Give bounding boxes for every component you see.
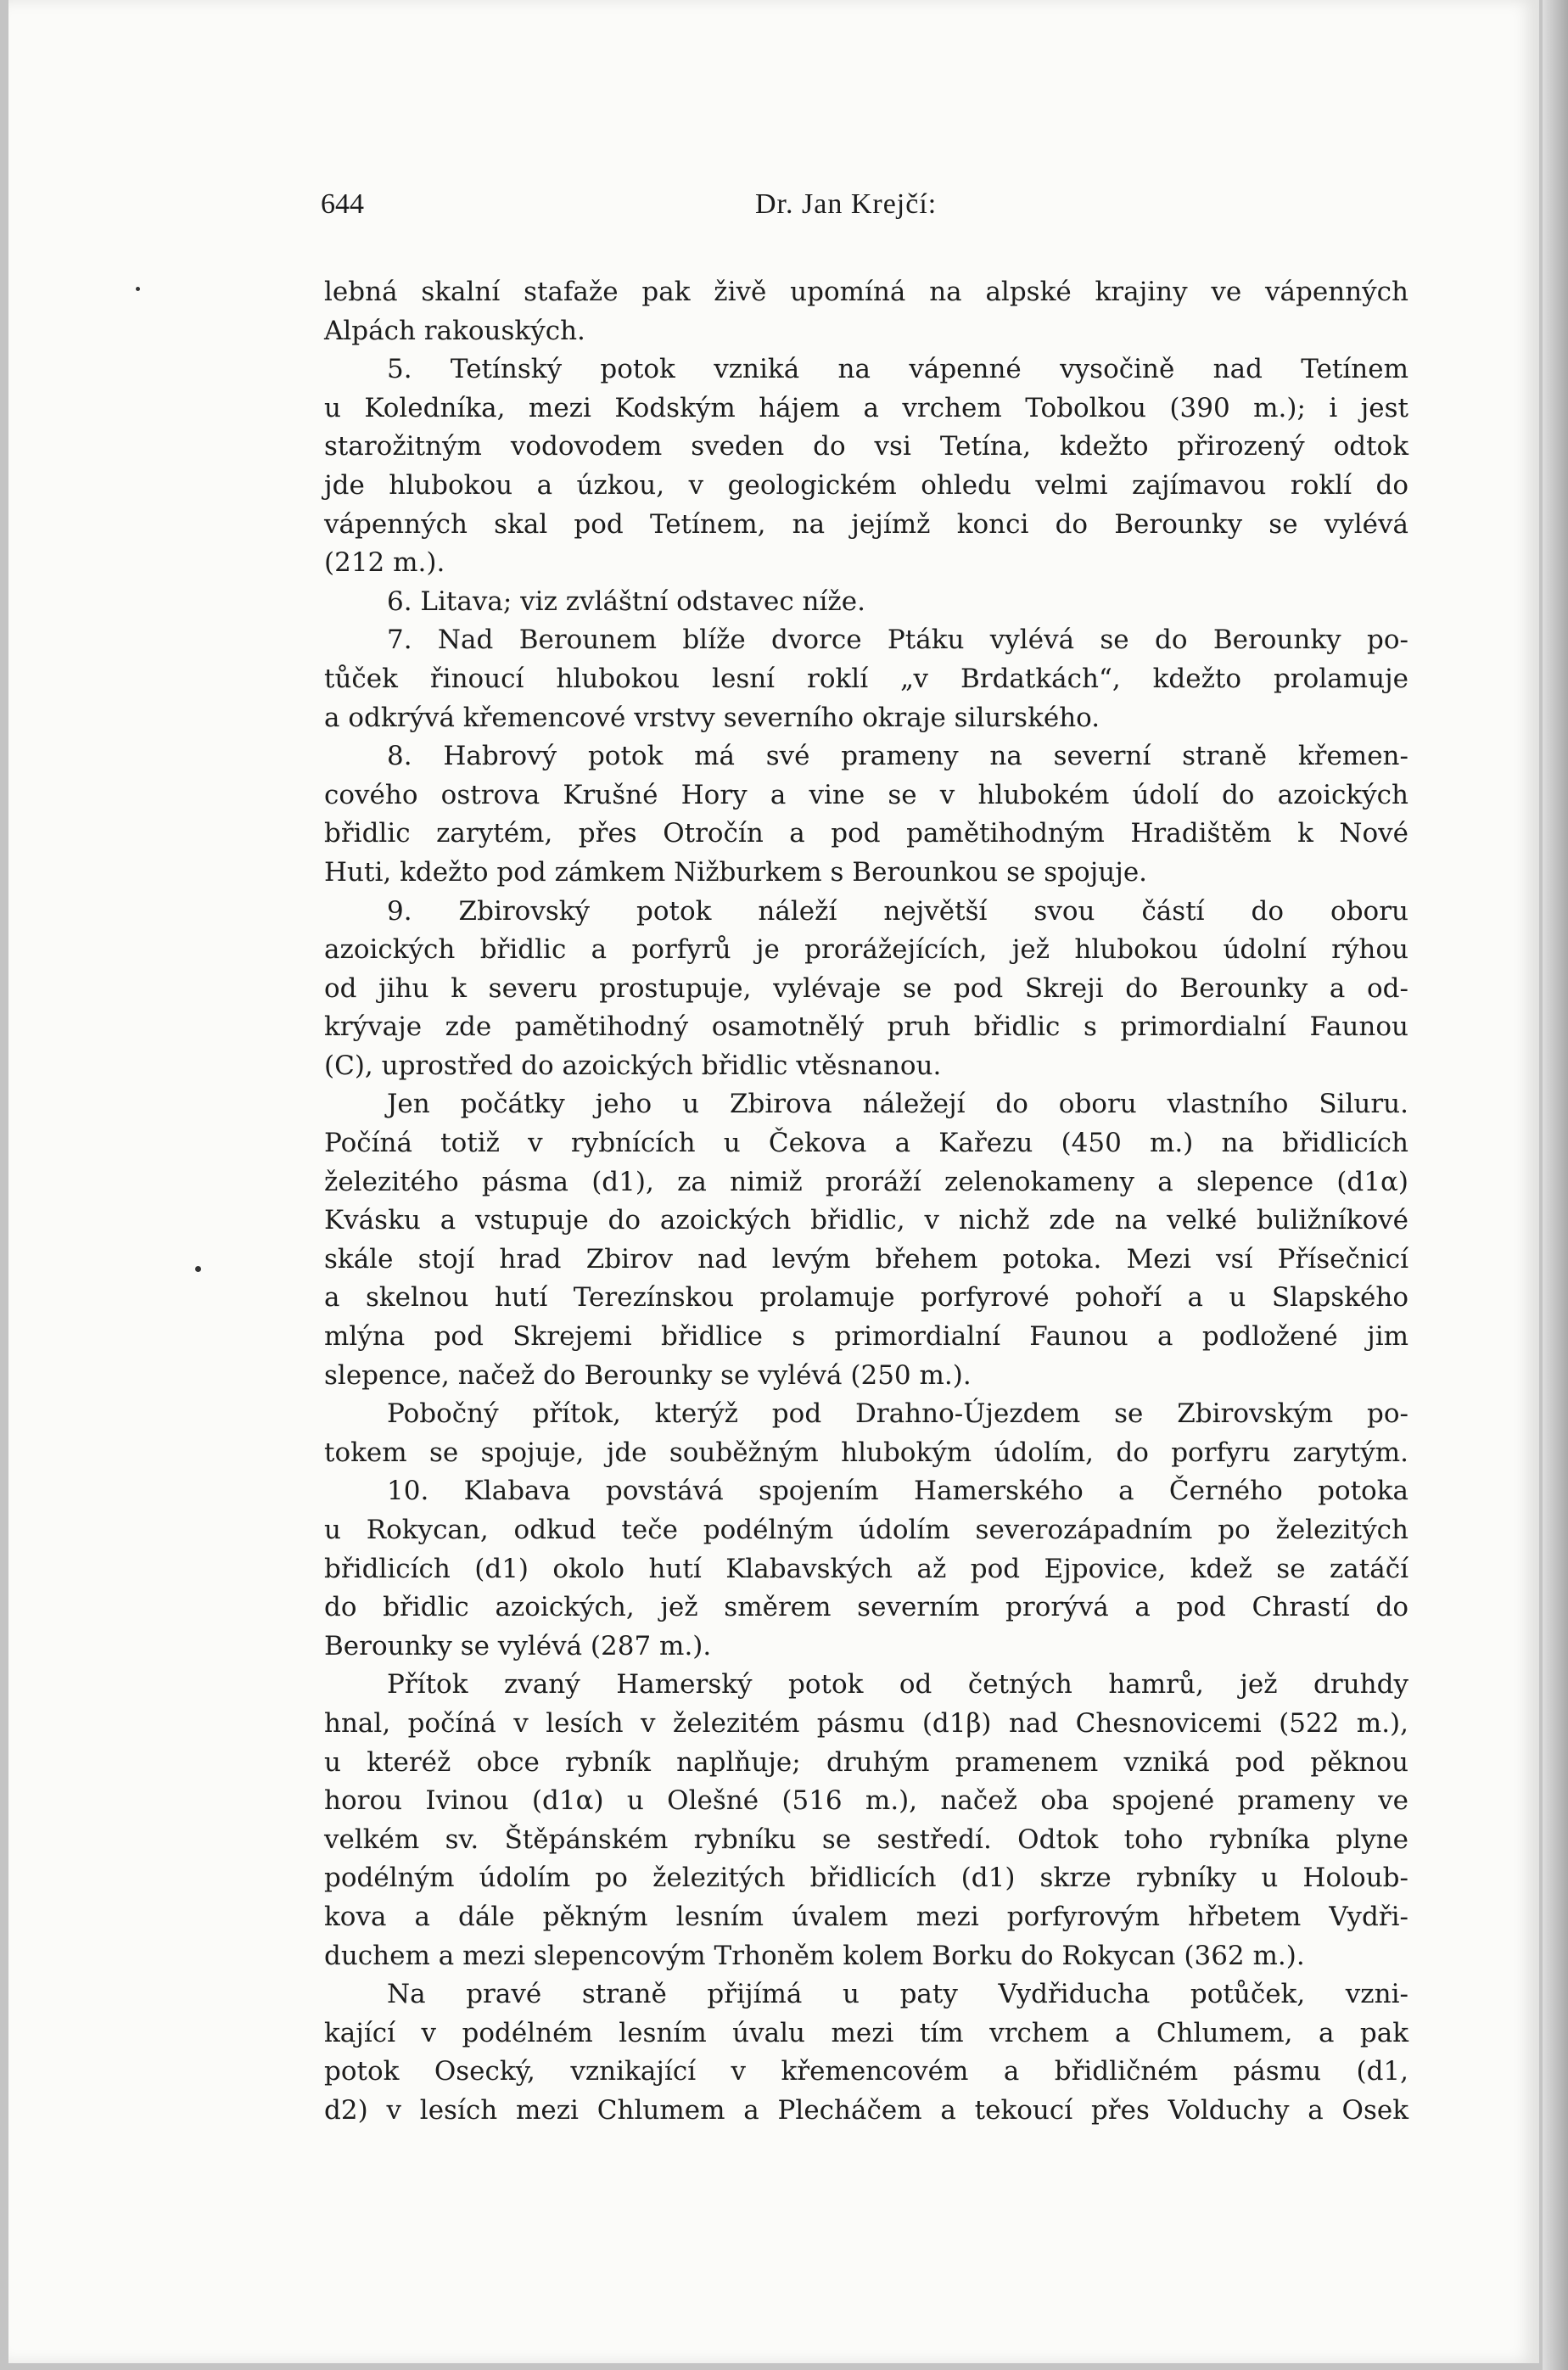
text-line: břidlic zarytém, přes Otročín a pod pamětihodným Hradištěm k Nové <box>324 818 1408 849</box>
text-line: Berounky se vylévá (287 m.). <box>324 1630 712 1661</box>
text-line: lebná skalní stafaže pak živě upomíná na alpské krajiny ve vápenných <box>324 277 1408 307</box>
text-line: slepence, načež do Berounky se vylévá (250 m.). <box>324 1359 972 1391</box>
book-page <box>8 0 1539 2363</box>
text-line: mlýna pod Skrejemi břidlice s primordialní Faunou a podložené jim <box>324 1321 1408 1353</box>
text-line: d2) v lesích mezi Chlumem a Plecháčem a tekoucí přes Volduchy a Osek <box>324 2094 1408 2126</box>
text-line: Huti, kdežto pod zámkem Nižburkem s Berounkou se spojuje. <box>324 856 1148 888</box>
margin-dot <box>195 1266 201 1272</box>
text-line: u Rokycan, odkud teče podélným údolím severozápadním po železitých <box>324 1515 1408 1545</box>
text-line: Přítok zvaný Hamerský potok od četných hamrů, jež druhdy <box>387 1669 1408 1700</box>
text-line: velkém sv. Štěpánském rybníku se sestředí. Odtok toho rybníka plyne <box>324 1824 1408 1855</box>
text-line: 5. Tetínský potok vzniká na vápenné vysočině nad Tetínem <box>387 354 1408 385</box>
text-line: horou Ivinou (d1α) u Olešné (516 m.), načež oba spojené prameny ve <box>324 1785 1408 1817</box>
page-number: 644 <box>321 188 364 220</box>
text-line: vápenných skal pod Tetínem, na jejímž konci do Berounky se vylévá <box>324 508 1408 540</box>
text-line: tokem se spojuje, jde souběžným hlubokým údolím, do porfyru zarytým. <box>324 1437 1408 1468</box>
text-line: u kteréž obce rybník naplňuje; druhým pramenem vzniká pod pěknou <box>324 1746 1408 1778</box>
text-line: a odkrývá křemencové vrstvy severního okraje silurského. <box>324 702 1100 733</box>
running-head: Dr. Jan Krejčí: <box>755 188 938 220</box>
text-line: Počíná totiž v rybnících u Čekova a Kařezu (450 m.) na břidlicích <box>324 1128 1408 1159</box>
text-line: skále stojí hrad Zbirov nad levým břehem potoka. Mezi vsí Přísečnicí <box>324 1243 1408 1275</box>
text-line: tůček řinoucí hlubokou lesní roklí „v Brdatkách“, kdežto prolamuje <box>324 663 1408 694</box>
text-line: azoických břidlic a porfyrů je prorážejících, jež hlubokou údolní rýhou <box>324 934 1408 966</box>
text-line: hnal, počíná v lesích v železitém pásmu (d1β) nad Chesnovicemi (522 m.), <box>324 1707 1408 1739</box>
text-line: kova a dále pěkným lesním úvalem mezi porfyrovým hřbetem Vydři- <box>324 1901 1408 1932</box>
text-line: cového ostrova Krušné Hory a vine se v hlubokém údolí do azoických <box>324 779 1408 810</box>
margin-dot <box>136 287 140 291</box>
text-line: 9. Zbirovský potok náleží největší svou částí do oboru <box>387 895 1408 927</box>
text-line: (C), uprostřed do azoických břidlic vtěsnanou. <box>324 1050 942 1081</box>
text-line: (212 m.). <box>324 547 445 579</box>
text-line: železitého pásma (d1), za nimiž proráží zelenokameny a slepence (d1α) <box>324 1166 1408 1197</box>
text-line: 7. Nad Berounem blíže dvorce Ptáku vylévá se do Berounky po- <box>387 625 1408 656</box>
text-line: 8. Habrový potok má své prameny na severní straně křemen- <box>387 741 1408 772</box>
text-line: Pobočný přítok, kterýž pod Drahno-Újezdem se Zbirovským po- <box>387 1398 1408 1430</box>
text-line: u Koledníka, mezi Kodským hájem a vrchem Tobolkou (390 m.); i jest <box>324 392 1408 423</box>
scan-edge <box>1543 0 1568 2370</box>
text-line: krývaje zde pamětihodný osamotnělý pruh břidlic s primordialní Faunou <box>324 1011 1408 1043</box>
text-line: Na pravé straně přijímá u paty Vydřiducha potůček, vzni- <box>387 1979 1408 2010</box>
text-line: kající v podélném lesním úvalu mezi tím vrchem a Chlumem, a pak <box>324 2017 1408 2048</box>
page-header <box>8 188 1539 239</box>
text-line: 10. Klabava povstává spojením Hamerského a Černého potoka <box>387 1476 1408 1507</box>
text-line: starožitným vodovodem sveden do vsi Tetína, kdežto přirozený odtok <box>324 431 1408 462</box>
text-line: břidlicích (d1) okolo hutí Klabavských až pod Ejpovice, kdež se zatáčí <box>324 1553 1408 1584</box>
body-text <box>324 273 1408 2131</box>
text-line: Kvásku a vstupuje do azoických břidlic, v nichž zde na velké buližníkové <box>324 1205 1408 1236</box>
text-line: podélným údolím po železitých břidlicích (d1) skrze rybníky u Holoub- <box>324 1863 1408 1894</box>
text-line: do břidlic azoických, jež směrem severním prorývá a pod Chrastí do <box>324 1592 1408 1623</box>
text-line: potok Osecký, vznikající v křemencovém a břidličném pásmu (d1, <box>324 2056 1408 2087</box>
text-line: od jihu k severu prostupuje, vylévaje se pod Skreji do Berounky a od- <box>324 972 1408 1004</box>
text-line: 6. Litava; viz zvláštní odstavec níže. <box>387 585 865 617</box>
text-line: Jen počátky jeho u Zbirova náležejí do oboru vlastního Siluru. <box>387 1089 1408 1120</box>
text-line: jde hlubokou a úzkou, v geologickém ohledu velmi zajímavou roklí do <box>324 469 1408 501</box>
text-line: duchem a mezi slepencovým Trhoněm kolem Borku do Rokycan (362 m.). <box>324 1940 1305 1971</box>
text-line: a skelnou hutí Terezínskou prolamuje porfyrové pohoří a u Slapského <box>324 1282 1408 1314</box>
text-line: Alpách rakouských. <box>324 315 585 346</box>
